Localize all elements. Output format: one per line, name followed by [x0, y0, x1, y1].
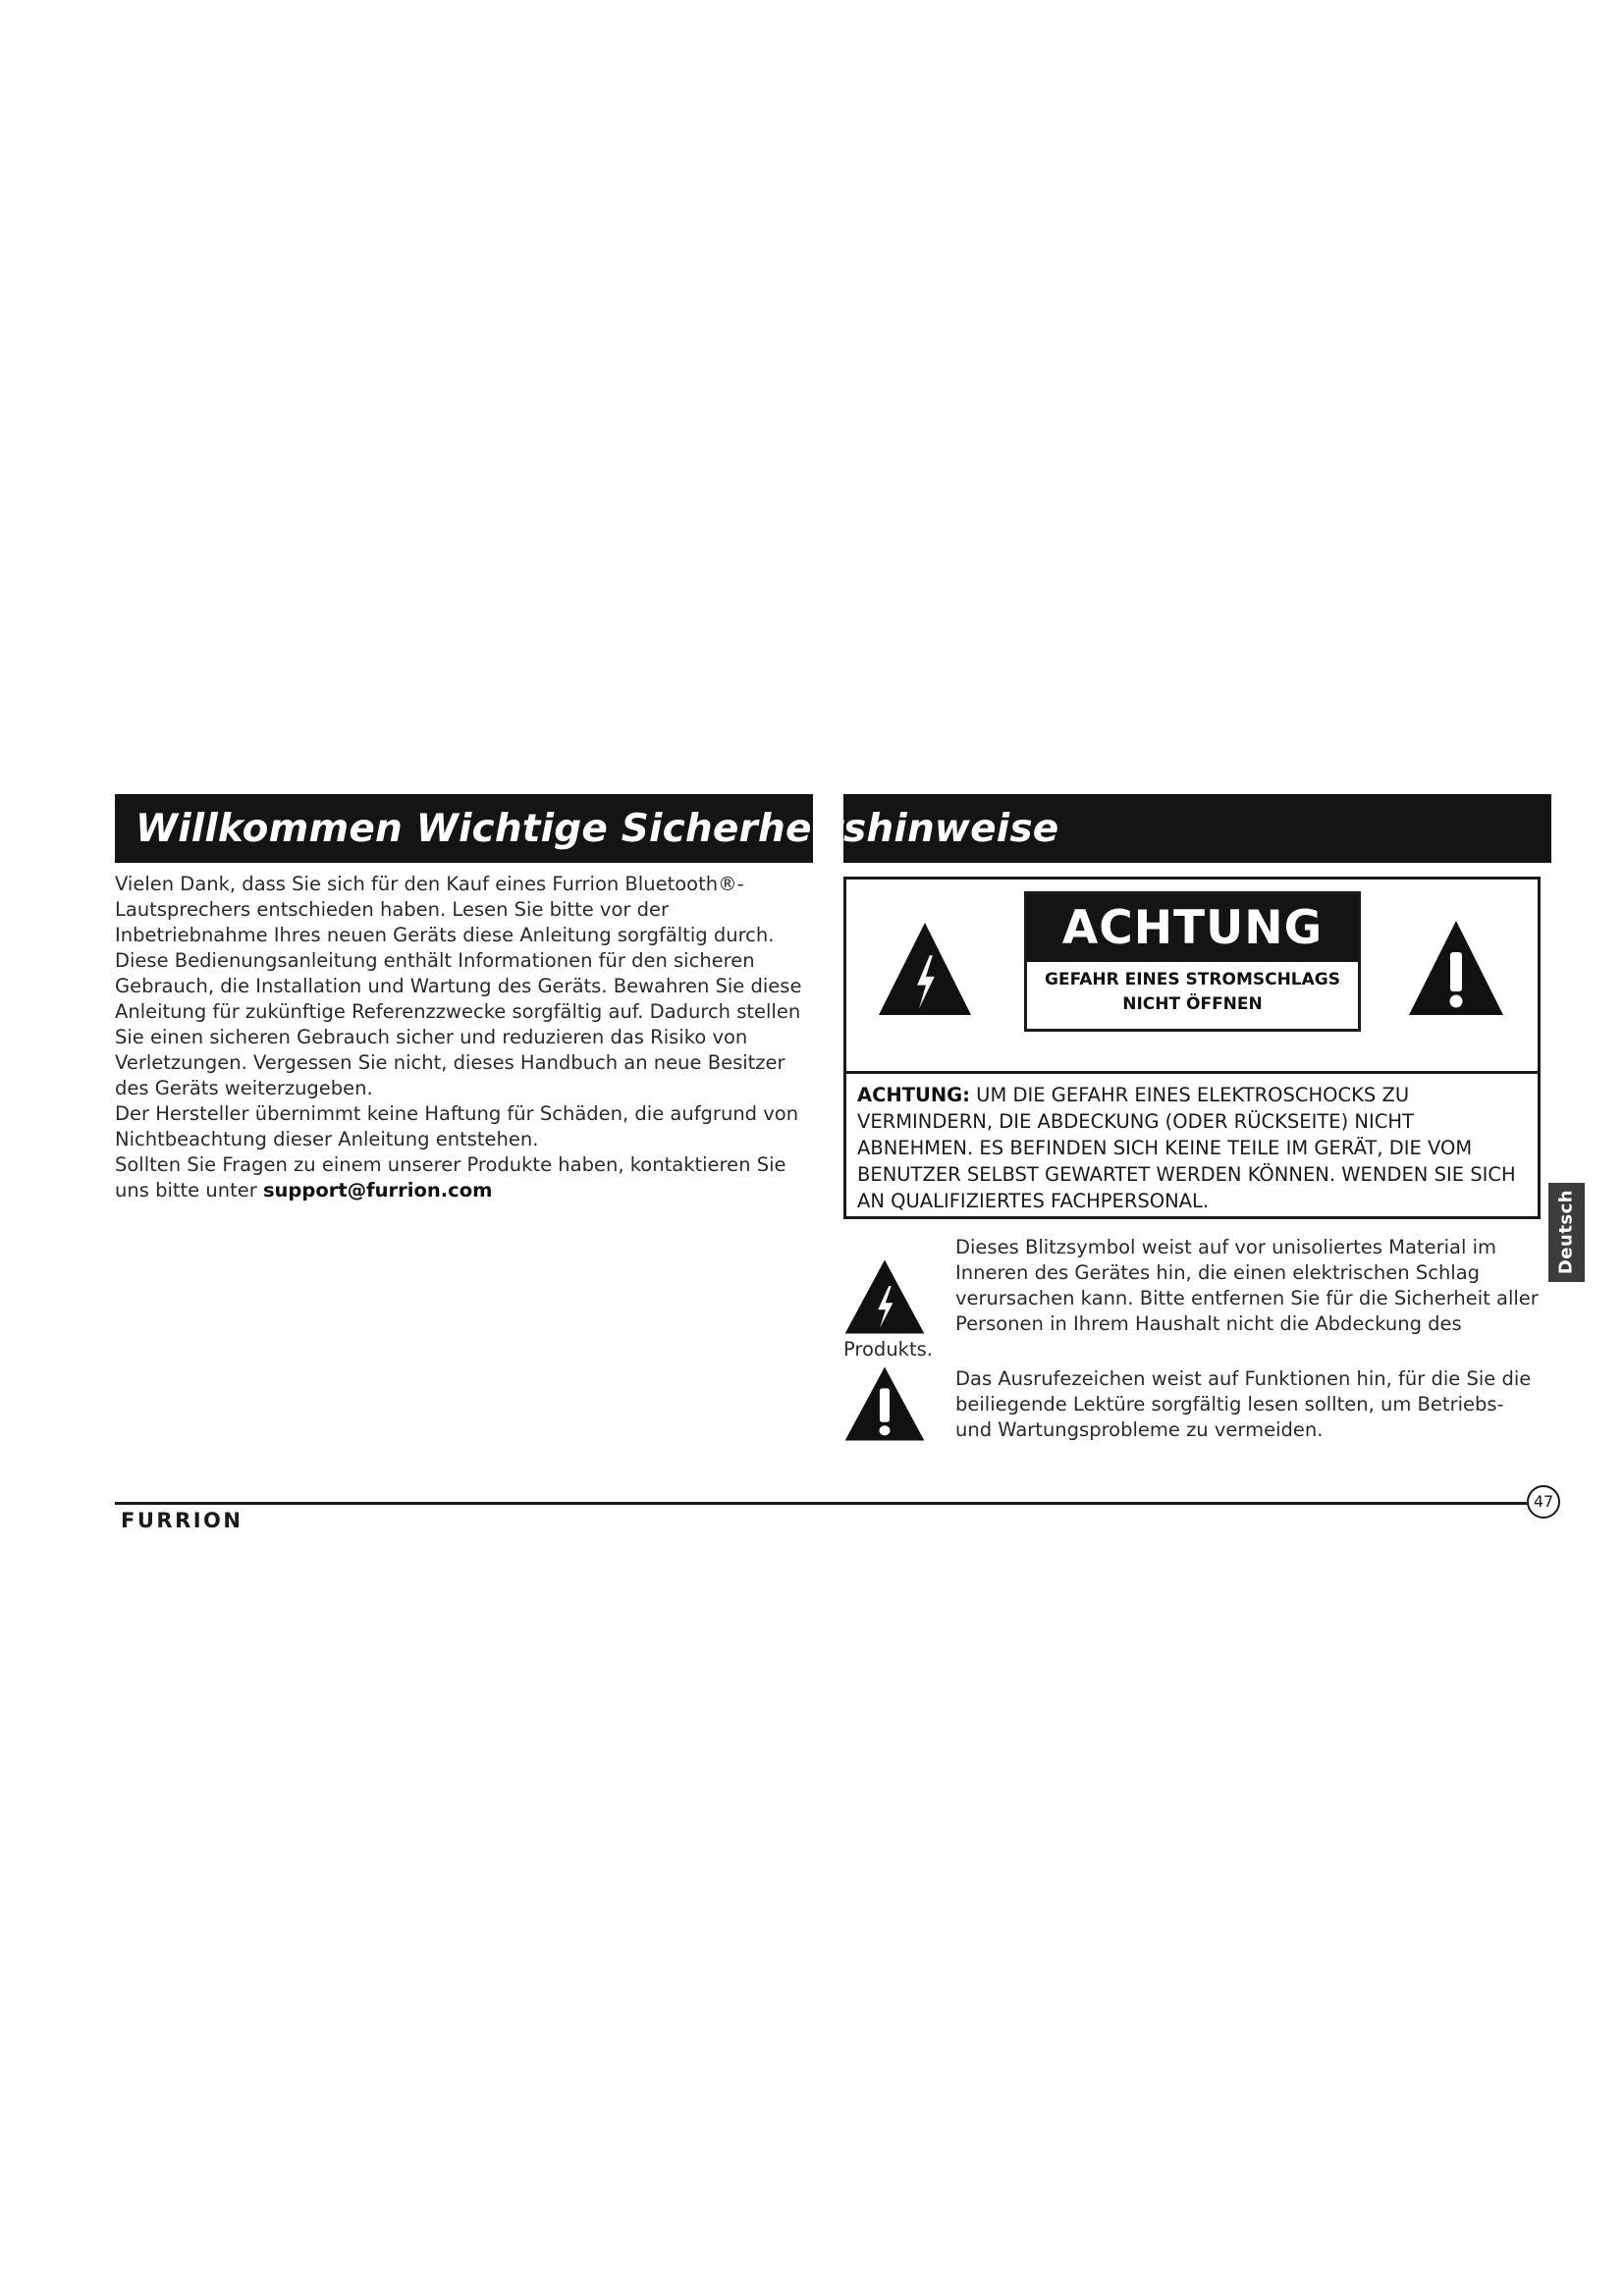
lightning-warning-icon — [877, 921, 973, 1017]
warning-text-label: ACHTUNG: — [857, 1084, 970, 1106]
lightning-symbol-description: Dieses Blitzsymbol weist auf vor unisoliertes Material im Inneren des Gerätes hin, die einen elektrischen Schlag verursachen kann. Bitte entfernen Sie für die Sicherheit aller Personen in Ihrem Haushalt nicht die Abdeckung des — [955, 1236, 1539, 1335]
lightning-symbol-icon — [843, 1258, 926, 1335]
warning-box-divider — [846, 1071, 1538, 1074]
intro-paragraph-2: Diese Bedienungsanleitung enthält Informationen für den sicheren Gebrauch, die Installation und Wartung des Geräts. Bewahren Sie diese Anleitung für zukünftige Referenzzwecke sorgfältig auf. Dadurch stellen Sie einen sicheren Gebrauch sicher und reduzieren das Risiko von Verletzungen. Vergessen Sie nicht, dieses Handbuch an neue Besitzer des Geräts weiterzugeben. — [115, 949, 802, 1099]
intro-contact-text: Sollten Sie Fragen zu einem unserer Produkte haben, kontaktieren Sie uns bitte unter — [115, 1153, 786, 1201]
brand-logo: FURRION — [121, 1509, 244, 1532]
intro-paragraph-4 — [115, 1152, 817, 1203]
intro-paragraph-3: Der Hersteller übernimmt keine Haftung für Schäden, die aufgrund von Nichtbeachtung dieser Anleitung entstehen. — [115, 1102, 799, 1150]
language-tab-label: Deutsch — [1555, 1189, 1577, 1275]
exclamation-warning-icon — [1407, 919, 1505, 1017]
footer-rule — [115, 1502, 1530, 1505]
page-number: 47 — [1527, 1485, 1560, 1519]
exclamation-symbol-description: Das Ausrufezeichen weist auf Funktionen hin, für die Sie die beiliegende Lektüre sorgfältig lesen sollten, um Betriebs- und Wartungsprobleme zu vermeiden. — [955, 1367, 1532, 1441]
caution-badge-title: ACHTUNG — [1027, 894, 1358, 962]
warning-text — [857, 1082, 1535, 1214]
exclamation-symbol-icon — [843, 1365, 926, 1442]
support-email: support@furrion.com — [262, 1179, 493, 1201]
warning-text-body: UM DIE GEFAHR EINES ELEKTROSCHOCKS ZU VERMINDERN, DIE ABDECKUNG (ODER RÜCKSEITE) NICHT ABNEHMEN. ES BEFINDEN SICH KEINE TEILE IM GERÄT, DIE VOM BENUTZER SELBST GEWARTET WERDEN KÖNNEN. WENDEN SIE SICH AN QUALIFIZIERTES FACHPERSONAL. — [857, 1084, 1516, 1212]
page-title: Willkommen Wichtige Sicherheitshinweise — [135, 807, 1059, 851]
intro-paragraph-1: Vielen Dank, dass Sie sich für den Kauf eines Furrion Bluetooth®-Lautsprechers entschieden haben. Lesen Sie bitte vor der Inbetriebnahme Ihres neuen Geräts diese Anleitung sorgfältig durch. — [115, 873, 775, 946]
caution-badge-line-2: NICHT ÖFFNEN — [1122, 994, 1263, 1014]
lightning-symbol-description-end: Produkts. — [843, 1338, 933, 1361]
caution-badge-line-1: GEFAHR EINES STROMSCHLAGS — [1045, 970, 1340, 989]
intro-section — [115, 872, 817, 1203]
